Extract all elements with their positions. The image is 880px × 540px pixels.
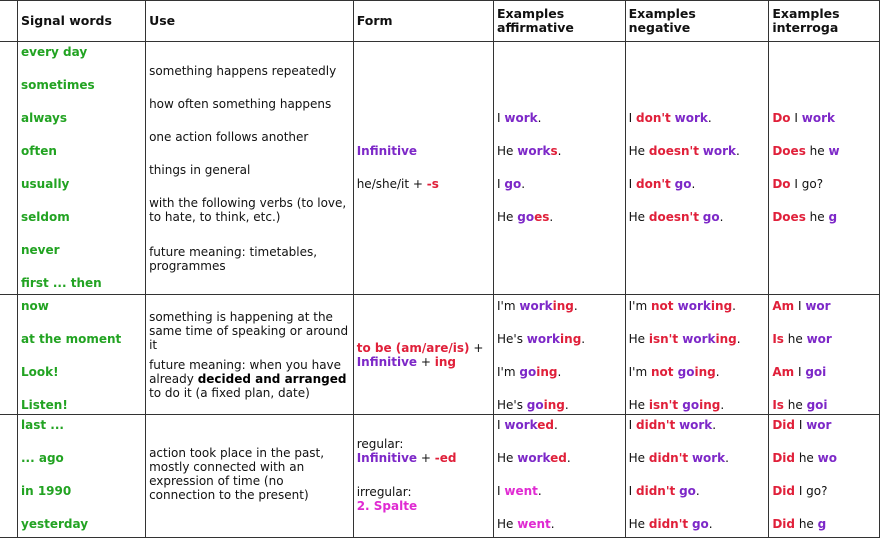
negative-cell — [625, 415, 769, 538]
subject: I go? — [790, 177, 824, 191]
affirmative-cell — [494, 415, 626, 538]
header-interrogative-line1: Examples — [772, 6, 840, 21]
row-simple-present — [0, 42, 880, 295]
form-regular-label: regular: — [356, 437, 404, 451]
punct: . — [736, 332, 741, 346]
form-hesheit — [357, 177, 439, 191]
aux: doesn't — [648, 144, 699, 158]
verb: go — [691, 517, 709, 531]
punct: . — [549, 210, 554, 224]
example-negative — [629, 398, 725, 412]
verb: go — [679, 484, 696, 498]
example-negative — [629, 418, 717, 432]
signal-word: yesterday — [21, 517, 89, 531]
header-affirmative-line1: Examples — [497, 6, 565, 21]
aux: Is — [772, 332, 784, 346]
example-interrogative — [772, 365, 826, 379]
signal-word: first ... then — [21, 276, 102, 290]
example-interrogative — [772, 398, 827, 412]
subject: He — [497, 210, 518, 224]
example-affirmative — [497, 332, 585, 346]
example-negative — [629, 451, 729, 465]
form-text: he/she/it + — [356, 177, 427, 191]
signal-word: Listen! — [21, 398, 68, 412]
tense-label-cell — [0, 295, 18, 415]
verb: wor — [806, 418, 832, 432]
aux: don't — [635, 177, 671, 191]
header-negative-line2: negative — [628, 20, 691, 35]
negation: isn't — [648, 398, 683, 412]
signal-word: last ... — [21, 418, 64, 432]
header-use: Use — [146, 1, 354, 42]
example-affirmative — [497, 517, 555, 531]
verb: go — [517, 210, 535, 224]
interrogative-cell — [769, 295, 880, 415]
verb: work — [526, 332, 561, 346]
ending: s — [550, 144, 558, 158]
aux: doesn't — [648, 210, 699, 224]
punct: . — [573, 299, 578, 313]
use-text: action took place in the past, mostly connected with an expression of time (no connection to the present) — [149, 446, 325, 502]
form-infinitive: Infinitive — [356, 144, 418, 158]
subject: He's — [497, 332, 527, 346]
subject: he — [783, 332, 807, 346]
aux: didn't — [648, 517, 689, 531]
ending: es — [534, 210, 550, 224]
punct: . — [557, 365, 562, 379]
verb: goi — [806, 398, 828, 412]
example-negative — [629, 144, 740, 158]
form-infinitive: Infinitive — [356, 451, 418, 465]
punct: . — [550, 517, 555, 531]
subject: he — [805, 144, 829, 158]
subject: I — [790, 111, 802, 125]
use-text: things in general — [149, 163, 251, 177]
ending: ed — [550, 451, 567, 465]
verb-irregular: went — [517, 517, 551, 531]
example-negative — [629, 517, 713, 531]
signal-word: ... ago — [21, 451, 64, 465]
use-text: one action follows another — [149, 130, 309, 144]
ending: ing — [699, 398, 721, 412]
subject: I — [794, 299, 806, 313]
use-text — [149, 358, 351, 400]
example-negative — [629, 299, 736, 313]
subject: He — [628, 517, 649, 531]
form-ed: -ed — [434, 451, 457, 465]
example-interrogative — [772, 332, 831, 346]
signal-words-cell — [18, 295, 146, 415]
subject: He — [628, 144, 649, 158]
aux: Am — [772, 365, 795, 379]
signal-words-cell — [18, 42, 146, 295]
form-plus: + — [417, 451, 435, 465]
aux: Does — [772, 210, 806, 224]
aux: Do — [772, 111, 791, 125]
punct: . — [725, 451, 729, 465]
verb: go — [526, 398, 544, 412]
ending: ing — [710, 299, 733, 313]
example-negative — [629, 111, 712, 125]
verb: goi — [805, 365, 827, 379]
verb: g — [828, 210, 838, 224]
subject: I — [497, 111, 505, 125]
example-interrogative — [772, 177, 823, 191]
use-text-part: future meaning: when you have already — [149, 358, 342, 386]
example-interrogative — [772, 144, 839, 158]
punct: . — [581, 332, 586, 346]
negative-cell — [625, 42, 769, 295]
subject: He — [628, 332, 649, 346]
signal-word: often — [21, 144, 57, 158]
signal-word: sometimes — [21, 78, 95, 92]
example-affirmative — [497, 484, 542, 498]
form-suffix: -s — [426, 177, 439, 191]
verb: wo — [817, 451, 837, 465]
verb: go — [674, 177, 692, 191]
verb: work — [517, 451, 551, 465]
punct: . — [566, 451, 571, 465]
punct: . — [521, 177, 526, 191]
ending: ing — [560, 332, 582, 346]
negation: not — [650, 299, 678, 313]
header-signal-words: Signal words — [18, 1, 146, 42]
example-affirmative — [497, 451, 571, 465]
signal-word: usually — [21, 177, 70, 191]
verb: work — [674, 111, 708, 125]
subject: I'm — [628, 365, 651, 379]
example-affirmative — [497, 210, 553, 224]
row-simple-past — [0, 415, 880, 538]
subject: He — [497, 517, 518, 531]
use-text-part: to do it (a fixed plan, date) — [149, 386, 310, 400]
punct: . — [537, 111, 542, 125]
subject: I — [628, 177, 636, 191]
verb: work — [677, 299, 711, 313]
signal-word: Look! — [21, 365, 59, 379]
aux: Did — [772, 484, 796, 498]
signal-words-cell — [18, 415, 146, 538]
example-interrogative — [772, 451, 837, 465]
example-interrogative — [772, 517, 826, 531]
subject: I — [628, 418, 636, 432]
verb: go — [682, 398, 700, 412]
use-cell — [146, 415, 354, 538]
use-cell — [146, 295, 354, 415]
signal-word: always — [21, 111, 67, 125]
subject: He — [497, 451, 518, 465]
punct: . — [712, 418, 717, 432]
subject: I — [497, 484, 505, 498]
aux: didn't — [648, 451, 689, 465]
punct: . — [719, 210, 724, 224]
subject: I go? — [795, 484, 828, 498]
use-text-bold: decided and arranged — [197, 372, 347, 386]
aux: didn't — [635, 484, 676, 498]
aux: Did — [772, 451, 796, 465]
example-negative — [629, 177, 696, 191]
punct: . — [732, 299, 736, 313]
ending: ed — [537, 418, 555, 432]
form-to-be: to be (am/are/is) — [356, 341, 470, 355]
ending: ing — [552, 299, 574, 313]
form-cell — [353, 295, 493, 415]
header-row — [0, 1, 880, 42]
aux: Did — [772, 517, 796, 531]
verb: wor — [806, 332, 832, 346]
aux: didn't — [635, 418, 676, 432]
example-negative — [629, 332, 741, 346]
affirmative-cell — [494, 42, 626, 295]
form-text — [357, 341, 491, 369]
subject: I — [794, 365, 806, 379]
header-negative-line1: Examples — [628, 6, 696, 21]
header-interrogative-line2: interroga — [772, 20, 839, 35]
example-affirmative — [497, 111, 541, 125]
signal-word: now — [21, 299, 49, 313]
form-ing: ing — [434, 355, 457, 369]
subject: I'm — [497, 299, 520, 313]
example-negative — [629, 365, 720, 379]
verb: go — [702, 210, 720, 224]
subject: he — [805, 210, 829, 224]
row-present-progressive — [0, 295, 880, 415]
verb: work — [801, 111, 835, 125]
negation: isn't — [648, 332, 683, 346]
aux: Does — [772, 144, 806, 158]
form-spalte: 2. Spalte — [356, 499, 418, 513]
form-irregular-label: irregular: — [356, 485, 412, 499]
ending: ing — [715, 332, 737, 346]
punct: . — [720, 398, 725, 412]
verb: g — [817, 517, 827, 531]
signal-word: at the moment — [21, 332, 122, 346]
use-text: with the following verbs (to love, to hate, to think, etc.) — [149, 196, 347, 224]
form-plus: + — [417, 355, 435, 369]
header-tense — [0, 1, 18, 42]
subject: I — [497, 177, 505, 191]
aux: Did — [772, 418, 796, 432]
verb: work — [691, 451, 726, 465]
example-affirmative — [497, 365, 561, 379]
example-negative — [629, 484, 700, 498]
subject: I — [497, 418, 505, 432]
verb: wor — [805, 299, 831, 313]
subject: I'm — [497, 365, 520, 379]
example-affirmative — [497, 398, 569, 412]
verb: work — [504, 111, 538, 125]
use-text: future meaning: timetables, programmes — [149, 245, 318, 273]
subject: I — [795, 418, 807, 432]
header-interrogative — [769, 1, 880, 42]
header-affirmative-line2: affirmative — [497, 20, 574, 35]
use-text: something is happening at the same time of speaking or around it — [149, 310, 349, 352]
subject: He — [497, 144, 518, 158]
use-text: something happens repeatedly — [149, 64, 337, 78]
example-interrogative — [772, 210, 837, 224]
punct: . — [564, 398, 569, 412]
verb-irregular: went — [504, 484, 538, 498]
ending: ing — [536, 365, 558, 379]
subject: He — [628, 398, 649, 412]
example-interrogative — [772, 484, 827, 498]
aux: Is — [772, 398, 784, 412]
form-plus: + — [469, 341, 484, 355]
signal-word: every day — [21, 45, 88, 59]
punct: . — [715, 365, 720, 379]
signal-word: never — [21, 243, 60, 257]
verb: work — [517, 144, 551, 158]
punct: . — [537, 484, 542, 498]
form-regular — [357, 437, 491, 465]
punct: . — [691, 177, 696, 191]
header-negative — [625, 1, 769, 42]
verb: work — [519, 299, 553, 313]
verb: work — [504, 418, 538, 432]
subject: he — [783, 398, 807, 412]
example-affirmative — [497, 177, 525, 191]
subject: He — [628, 451, 649, 465]
punct: . — [736, 144, 740, 158]
signal-word: seldom — [21, 210, 70, 224]
verb: go — [504, 177, 522, 191]
subject: he — [795, 451, 818, 465]
header-affirmative — [494, 1, 626, 42]
subject: I — [628, 484, 636, 498]
punct: . — [557, 144, 562, 158]
punct: . — [695, 484, 700, 498]
signal-word: in 1990 — [21, 484, 72, 498]
example-interrogative — [772, 418, 831, 432]
negation: not — [650, 365, 678, 379]
verb: work — [679, 418, 713, 432]
form-irregular — [357, 485, 491, 513]
example-affirmative — [497, 299, 578, 313]
example-interrogative — [772, 111, 835, 125]
subject: I'm — [628, 299, 651, 313]
verb: work — [682, 332, 716, 346]
interrogative-cell — [769, 415, 880, 538]
punct: . — [707, 111, 712, 125]
negative-cell — [625, 295, 769, 415]
header-form: Form — [353, 1, 493, 42]
aux: Do — [772, 177, 791, 191]
punct: . — [708, 517, 713, 531]
verb: go — [519, 365, 537, 379]
example-negative — [629, 210, 724, 224]
example-affirmative — [497, 144, 561, 158]
subject: He's — [497, 398, 527, 412]
subject: he — [795, 517, 818, 531]
verb: go — [677, 365, 695, 379]
subject: I — [628, 111, 636, 125]
use-cell — [146, 42, 354, 295]
example-interrogative — [772, 299, 830, 313]
form-infinitive: Infinitive — [356, 355, 418, 369]
tense-label-cell — [0, 415, 18, 538]
form-cell — [353, 42, 493, 295]
aux: don't — [635, 111, 671, 125]
tense-label-cell — [0, 42, 18, 295]
ending: ing — [694, 365, 716, 379]
verb: work — [702, 144, 736, 158]
use-text: how often something happens — [149, 97, 332, 111]
example-affirmative — [497, 418, 558, 432]
subject: He — [628, 210, 649, 224]
punct: . — [554, 418, 558, 432]
interrogative-cell — [769, 42, 880, 295]
verb: w — [828, 144, 840, 158]
form-cell — [353, 415, 493, 538]
aux: Am — [772, 299, 795, 313]
ending: ing — [543, 398, 565, 412]
affirmative-cell — [494, 295, 626, 415]
